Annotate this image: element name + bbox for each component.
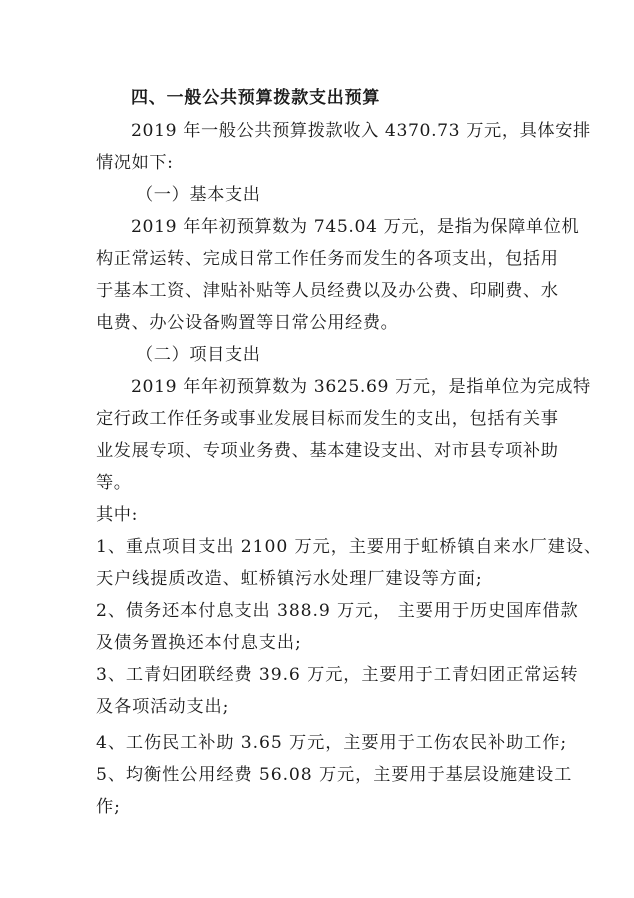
basic-expenditure-line: 构正常运转、完成日常工作任务而发生的各项支出，包括用	[96, 249, 559, 269]
project-expenditure-line: 等。	[96, 473, 132, 493]
list-item: 及各项活动支出;	[96, 697, 230, 717]
section-heading: 四、一般公共预算拨款支出预算	[131, 88, 381, 108]
intro-line: 情况如下:	[96, 153, 174, 173]
basic-expenditure-line: 电费、办公设备购置等日常公用经费。	[96, 313, 399, 333]
intro-line: 2019 年一般公共预算拨款收入 4370.73 万元，具体安排	[131, 121, 591, 141]
among-label: 其中:	[96, 505, 138, 525]
list-item: 3、工青妇团联经费 39.6 万元，主要用于工青妇团正常运转	[96, 665, 579, 685]
project-expenditure-line: 业发展专项、专项业务费、基本建设支出、对市县专项补助	[96, 441, 559, 461]
list-item: 4、工伤民工补助 3.65 万元，主要用于工伤农民补助工作;	[96, 733, 568, 753]
list-item: 天户线提质改造、虹桥镇污水处理厂建设等方面;	[96, 569, 483, 589]
basic-expenditure-line: 于基本工资、津贴补贴等人员经费以及办公费、印刷费、水	[96, 281, 559, 301]
basic-expenditure-title: （一）基本支出	[136, 185, 261, 205]
project-expenditure-line: 2019 年年初预算数为 3625.69 万元，是指单位为完成特	[131, 377, 591, 397]
list-item: 5、均衡性公用经费 56.08 万元，主要用于基层设施建设工	[96, 765, 573, 785]
list-item: 及债务置换还本付息支出;	[96, 633, 302, 653]
list-item: 2、债务还本付息支出 388.9 万元， 主要用于历史国库借款	[96, 601, 579, 621]
list-item: 1、重点项目支出 2100 万元，主要用于虹桥镇自来水厂建设、	[96, 537, 603, 557]
basic-expenditure-line: 2019 年年初预算数为 745.04 万元，是指为保障单位机	[131, 217, 580, 237]
project-expenditure-title: （二）项目支出	[136, 345, 261, 365]
list-item: 作;	[96, 797, 121, 817]
project-expenditure-line: 定行政工作任务或事业发展目标而发生的支出，包括有关事	[96, 409, 559, 429]
